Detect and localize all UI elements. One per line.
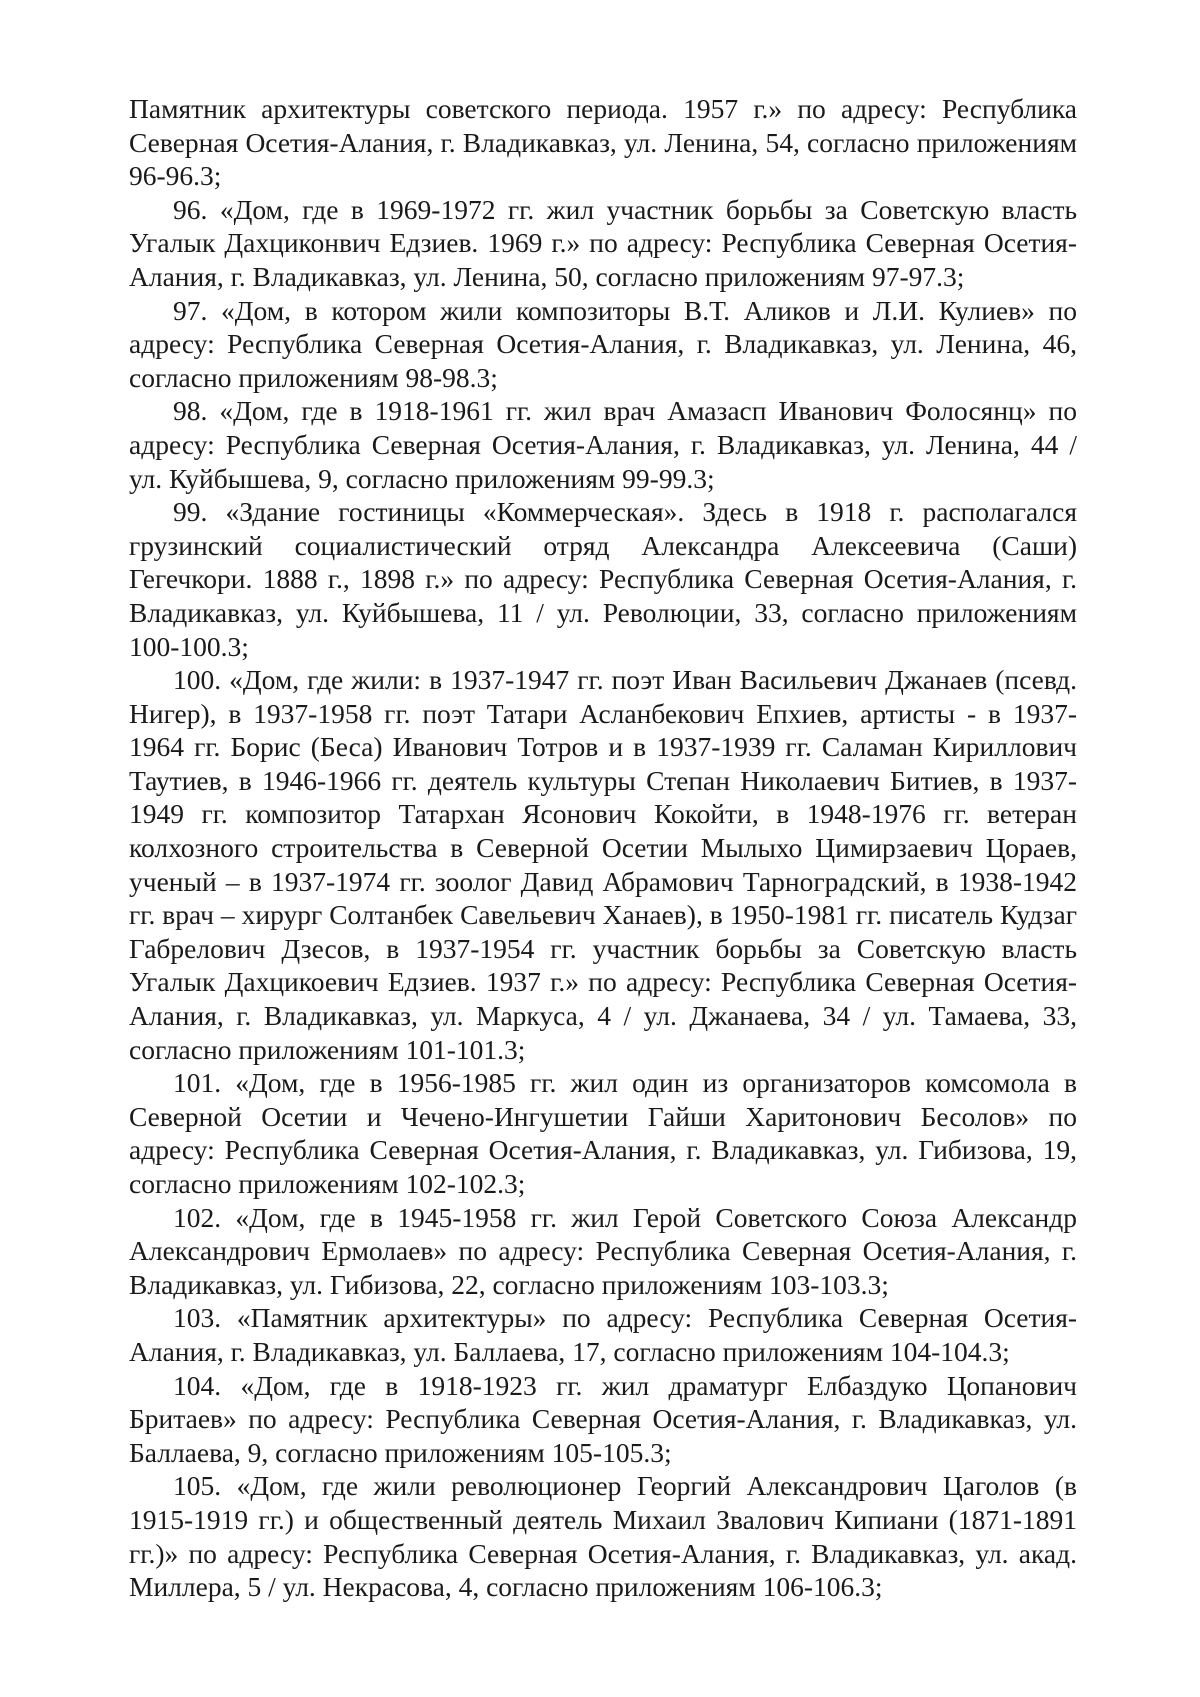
paragraph-item-103: 103. «Памятник архитектуры» по адресу: Республика Северная Осетия-Алания, г. Владикавказ, ул. Баллаева, 17, согласно приложениям 104-104.3; (129, 1302, 1077, 1367)
paragraph-item-100: 100. «Дом, где жили: в 1937-1947 гг. поэт Иван Васильевич Джанаев (псевд. Нигер), в 1937-1958 гг. поэт Татари Асланбекович Епхиев, артисты - в 1937-1964 гг. Борис (Беса) Иванович Тотров и в 1937-1939 гг. Саламан Кириллович Таутиев, в 1946-1966 гг. деятель культуры Степан Николаевич Битиев, в 1937-1949 гг. композитор Татархан Ясонович Кокойти, в 1948-1976 гг. ветеран колхозного строительства в Северной Осетии Мылыхо Цимирзаевич Цораев, ученый – в 1937-1974 гг. зоолог Давид Абрамович Тарноградский, в 1938-1942 гг. врач – хирург Солтанбек Савельевич Ханаев), в 1950-1981 гг. писатель Кудзаг Габрелович Дзесов, в 1937-1954 гг. участник борьбы за Советскую власть Угалык Дахцикоевич Едзиев. 1937 г.» по адресу: Республика Северная Осетия-Алания, г. Владикавказ, ул. Маркуса, 4 / ул. Джанаева, 34 / ул. Тамаева, 33, согласно приложениям 101-101.3; (129, 664, 1077, 1065)
document-page (129, 92, 1077, 1604)
paragraph-item-99: 99. «Здание гостиницы «Коммерческая». Здесь в 1918 г. располагался грузинский социалистический отряд Александра Алексеевича (Саши) Гегечкори. 1888 г., 1898 г.» по адресу: Республика Северная Осетия-Алания, г. Владикавказ, ул. Куйбышева, 11 / ул. Революции, 33, согласно приложениям 100-100.3; (129, 496, 1077, 662)
paragraph-item-104: 104. «Дом, где в 1918-1923 гг. жил драматург Елбаздуко Цопанович Бритаев» по адресу: Республика Северная Осетия-Алания, г. Владикавказ, ул. Баллаева, 9, согласно приложениям 105-105.3; (129, 1369, 1077, 1468)
paragraph-item-101: 101. «Дом, где в 1956-1985 гг. жил один из организаторов комсомола в Северной Осетии и Чечено-Ингушетии Гайши Харитонович Бесолов» по адресу: Республика Северная Осетия-Алания, г. Владикавказ, ул. Гибизова, 19, согласно приложениям 102-102.3; (129, 1067, 1077, 1199)
paragraph-item-105: 105. «Дом, где жили революционер Георгий Александрович Цаголов (в 1915-1919 гг.) и общественный деятель Михаил Звалович Кипиани (1871-1891 гг.)» по адресу: Республика Северная Осетия-Алания, г. Владикавказ, ул. акад. Миллера, 5 / ул. Некрасова, 4, согласно приложениям 106-106.3; (129, 1470, 1077, 1603)
paragraph-item-102: 102. «Дом, где в 1945-1958 гг. жил Герой Советского Союза Александр Александрович Ермолаев» по адресу: Республика Северная Осетия-Алания, г. Владикавказ, ул. Гибизова, 22, согласно приложениям 103-103.3; (129, 1201, 1077, 1300)
paragraph-item-97: 97. «Дом, в котором жили композиторы В.Т. Аликов и Л.И. Кулиев» по адресу: Республика Северная Осетия-Алания, г. Владикавказ, ул. Ленина, 46, согласно приложениям 98-98.3; (129, 294, 1077, 393)
paragraph-item-98: 98. «Дом, где в 1918-1961 гг. жил врач Амазасп Иванович Фолосянц» по адресу: Республика Северная Осетия-Алания, г. Владикавказ, ул. Ленина, 44 / ул. Куйбышева, 9, согласно приложениям 99-99.3; (129, 395, 1077, 494)
paragraph-continuation-95: Памятник архитектуры советского периода. 1957 г.» по адресу: Республика Северная Осетия-Алания, г. Владикавказ, ул. Ленина, 54, согласно приложениям 96-96.3; (129, 93, 1077, 192)
paragraph-item-96: 96. «Дом, где в 1969-1972 гг. жил участник борьбы за Советскую власть Угалык Дахциконвич Едзиев. 1969 г.» по адресу: Республика Северная Осетия-Алания, г. Владикавказ, ул. Ленина, 50, согласно приложениям 97-97.3; (129, 193, 1077, 292)
